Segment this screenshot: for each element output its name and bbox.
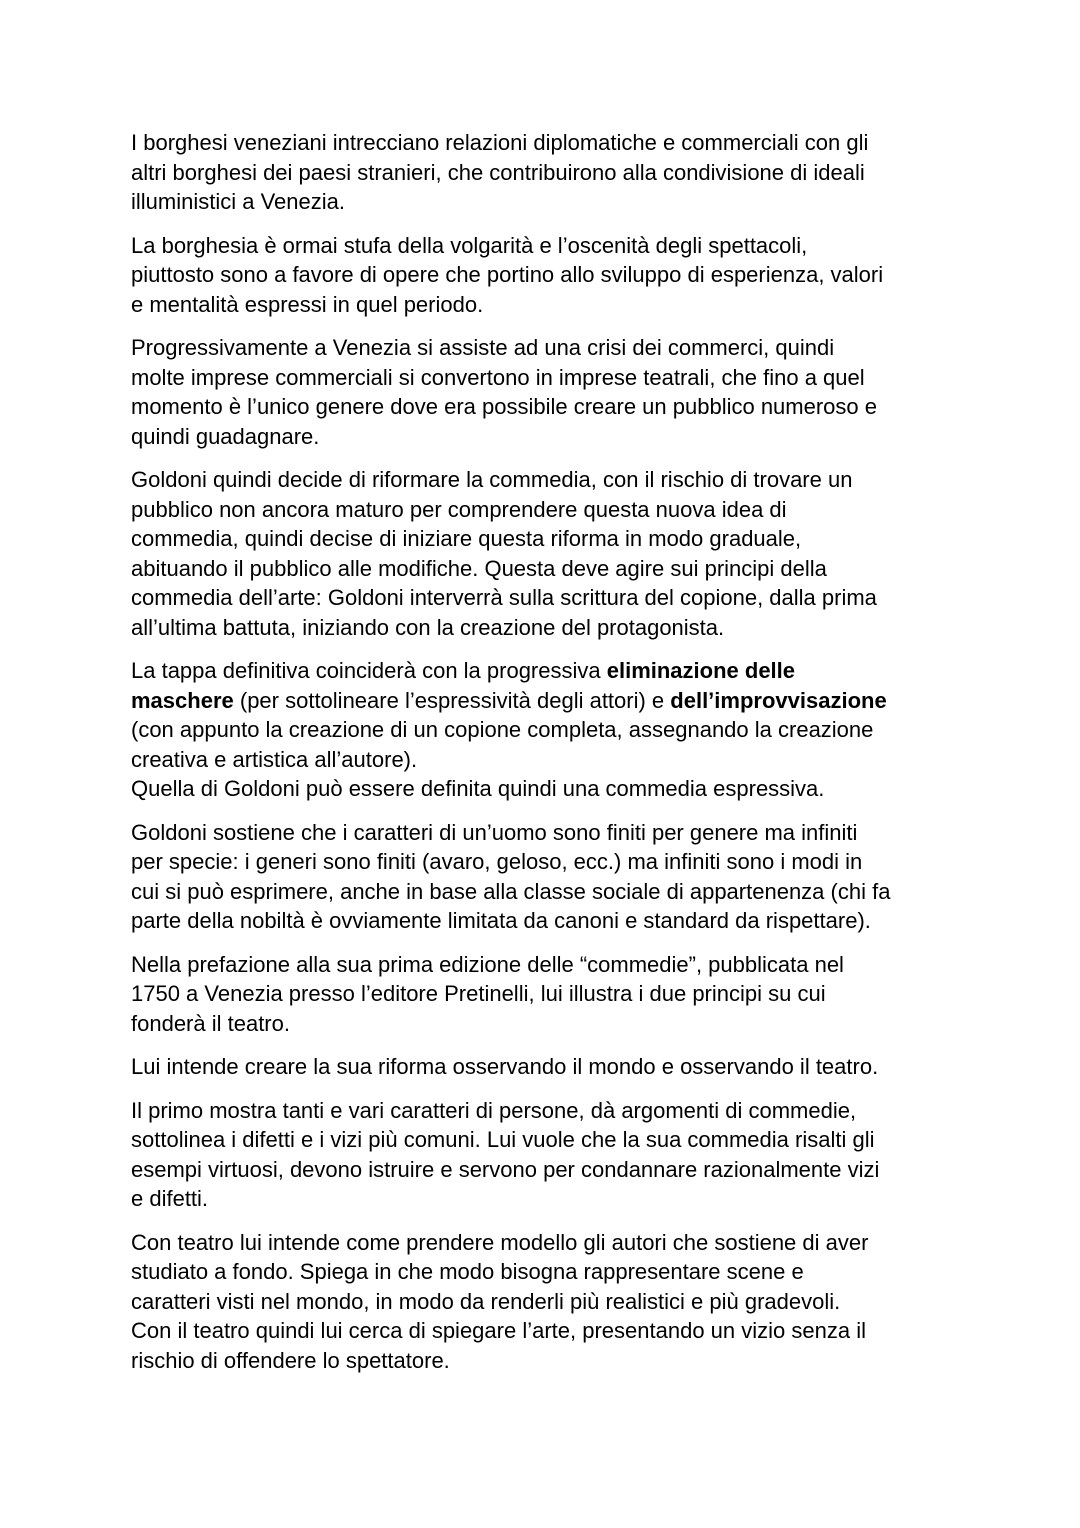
paragraph-10: Il primo mostra tanti e vari caratteri di persone, dà argomenti di commedie, sottolinea i difetti e i vizi più comuni. Lui vuole che la sua commedia risalti gli esempi virtuosi, devono istruire e servono per condannare razionalmente vizi e difetti. bbox=[131, 1097, 880, 1211]
paragraph-2: La borghesia è ormai stufa della volgarità e l’oscenità degli spettacoli, piuttosto sono a favore di opere che portino allo sviluppo di esperienza, valori e mentalità espressi in quel periodo. bbox=[131, 232, 884, 317]
document-page bbox=[131, 128, 951, 1389]
paragraph-5-bold-2: dell’improvvisazione bbox=[670, 687, 887, 713]
paragraph-5-bold-1: eliminazione delle maschere bbox=[131, 658, 796, 713]
paragraph-5-text-2: (per sottolineare l’espressività degli attori) e bbox=[233, 687, 671, 713]
paragraph-5-text-3: (con appunto la creazione di un copione completa, assegnando la creazione creativa e artistica all’autore). bbox=[131, 717, 874, 772]
paragraph-4: Goldoni quindi decide di riformare la commedia, con il rischio di trovare un pubblico non ancora maturo per comprendere questa nuova idea di commedia, quindi decise di iniziare questa riforma in modo graduale, abituando il pubblico alle modifiche. Questa deve agire sui principi della commedia dell’arte: Goldoni interverrà sulla scrittura del copione, dalla prima all’ultima battuta, iniziando con la creazione del protagonista. bbox=[131, 467, 877, 640]
paragraph-7: Goldoni sostiene che i caratteri di un’uomo sono finiti per genere ma infiniti per specie: i generi sono finiti (avaro, geloso, ecc.) ma infiniti sono i modi in cui si può esprimere, anche in base alla classe sociale di appartenenza (chi fa parte della nobiltà è ovviamente limitata da canoni e standard da rispettare). bbox=[131, 819, 891, 933]
paragraph-6: Quella di Goldoni può essere definita quindi una commedia espressiva. bbox=[131, 776, 825, 801]
paragraph-5 bbox=[131, 656, 951, 774]
paragraph-8: Nella prefazione alla sua prima edizione delle “commedie”, pubblicata nel 1750 a Venezia presso l’editore Pretinelli, lui illustra i due principi su cui fonderà il teatro. bbox=[131, 951, 844, 1036]
paragraph-3: Progressivamente a Venezia si assiste ad una crisi dei commerci, quindi molte imprese commerciali si convertono in imprese teatrali, che fino a quel momento è l’unico genere dove era possibile creare un pubblico numeroso e quindi guadagnare. bbox=[131, 335, 878, 449]
paragraph-5-text-1: La tappa definitiva coinciderà con la progressiva bbox=[131, 658, 607, 683]
paragraph-9: Lui intende creare la sua riforma osservando il mondo e osservando il teatro. bbox=[131, 1054, 879, 1079]
paragraph-11: Con teatro lui intende come prendere modello gli autori che sostiene di aver studiato a fondo. Spiega in che modo bisogna rappresentare scene e caratteri visti nel mondo, in modo da renderli più realistici e più gradevoli. Con il teatro quindi lui cerca di spiegare l’arte, presentando un vizio senza il rischio di offendere lo spettatore. bbox=[131, 1229, 869, 1373]
paragraph-1: I borghesi veneziani intrecciano relazioni diplomatiche e commerciali con gli altri borghesi dei paesi stranieri, che contribuirono alla condivisione di ideali illuministici a Venezia. bbox=[131, 130, 869, 214]
